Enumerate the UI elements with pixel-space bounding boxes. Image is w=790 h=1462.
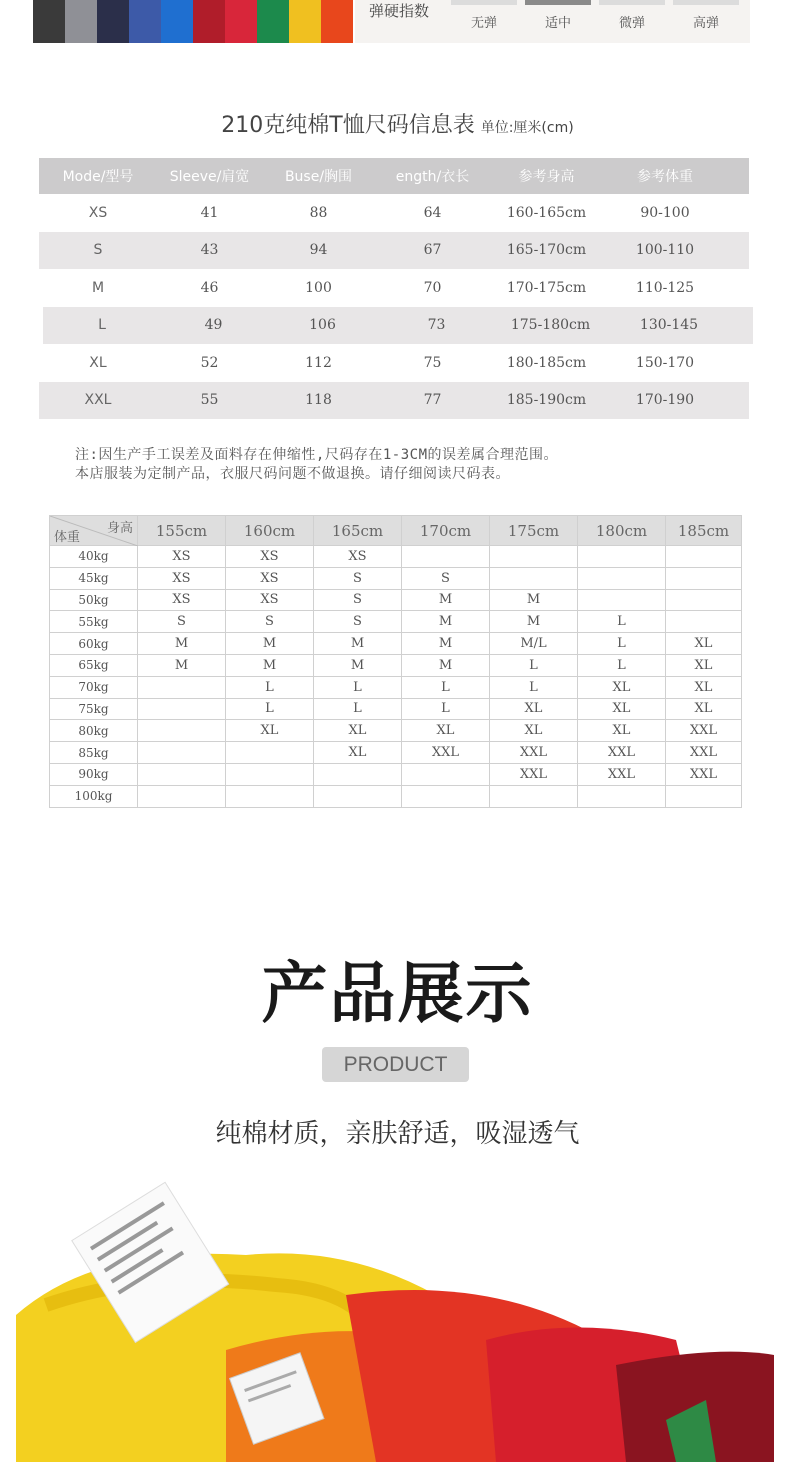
recommended-size-cell — [138, 676, 226, 698]
height-column-header: 170cm — [402, 516, 490, 546]
weight-row — [50, 698, 742, 720]
recommended-size-cell: XS — [314, 546, 402, 568]
size-value: 52 — [200, 354, 219, 371]
weight-label: 90kg — [50, 763, 138, 785]
weight-row — [50, 720, 742, 742]
recommended-size-cell: L — [402, 698, 490, 720]
recommended-size-cell: XXL — [578, 763, 666, 785]
recommended-size-cell: XXL — [666, 720, 742, 742]
recommended-size-cell: XS — [138, 589, 226, 611]
recommended-size-cell — [666, 546, 742, 568]
recommended-size-cell: M — [314, 654, 402, 676]
recommended-size-cell — [666, 589, 742, 611]
recommended-size-cell: M — [226, 654, 314, 676]
weight-label: 85kg — [50, 742, 138, 764]
recommended-size-cell: XL — [402, 720, 490, 742]
size-value: 88 — [309, 204, 328, 221]
weight-row — [50, 785, 742, 807]
recommended-size-cell: L — [226, 676, 314, 698]
recommended-size-cell — [138, 785, 226, 807]
recommended-size-cell: XS — [226, 589, 314, 611]
elasticity-option-none — [451, 0, 517, 31]
weight-row — [50, 742, 742, 764]
recommended-size-cell: L — [578, 633, 666, 655]
size-table-row — [39, 194, 749, 232]
size-value: 67 — [423, 242, 442, 259]
weight-row — [50, 763, 742, 785]
size-label: XXL — [84, 392, 112, 409]
recommended-size-cell: XL — [666, 698, 742, 720]
recommended-size-cell: XL — [578, 720, 666, 742]
weight-row — [50, 546, 742, 568]
header-cell: Mode/型号 — [62, 169, 134, 185]
recommended-size-cell: XXL — [578, 742, 666, 764]
color-swatch-photo — [33, 0, 353, 43]
recommended-size-cell: L — [226, 698, 314, 720]
height-column-header: 185cm — [666, 516, 742, 546]
shirt-color-stripe — [225, 0, 257, 43]
weight-row — [50, 589, 742, 611]
size-table-row — [39, 382, 749, 420]
tshirt-product-photo — [16, 1175, 774, 1462]
weight-label: 50kg — [50, 589, 138, 611]
size-value: 70 — [423, 279, 442, 296]
size-value: 73 — [427, 317, 446, 334]
recommended-size-cell — [138, 720, 226, 742]
size-label: L — [98, 317, 106, 334]
recommended-size-cell — [402, 763, 490, 785]
recommended-size-cell — [138, 763, 226, 785]
recommended-size-cell — [402, 546, 490, 568]
recommended-size-cell: M — [226, 633, 314, 655]
size-value: 110-125 — [635, 279, 695, 296]
recommended-size-cell: M — [402, 633, 490, 655]
shirt-color-stripe — [161, 0, 193, 43]
size-table-header — [39, 158, 749, 194]
header-cell: ength/衣长 — [395, 169, 470, 185]
size-label: M — [91, 279, 105, 296]
weight-label: 70kg — [50, 676, 138, 698]
recommended-size-cell: XXL — [402, 742, 490, 764]
elasticity-label: 高弹 — [692, 16, 719, 31]
size-value: 180-185cm — [506, 354, 587, 371]
recommended-size-cell: L — [490, 676, 578, 698]
recommended-size-cell — [226, 742, 314, 764]
recommended-size-cell — [666, 611, 742, 633]
elasticity-bar — [599, 0, 665, 5]
recommended-size-cell — [138, 742, 226, 764]
header-cell: 参考身高 — [518, 169, 575, 185]
size-table-row — [39, 344, 749, 382]
recommended-size-cell — [314, 763, 402, 785]
recommended-size-cell — [666, 567, 742, 589]
size-value: 170-190 — [635, 392, 695, 409]
recommended-size-cell: XL — [666, 676, 742, 698]
weight-label: 55kg — [50, 611, 138, 633]
grid-corner — [50, 516, 138, 546]
size-label: XS — [88, 204, 108, 221]
weight-label: 60kg — [50, 633, 138, 655]
size-table-row — [39, 269, 749, 307]
size-label: XL — [89, 354, 107, 371]
recommended-size-cell: M — [402, 611, 490, 633]
size-value: 160-165cm — [506, 204, 587, 221]
elasticity-option-medium — [525, 0, 591, 31]
size-table-unit: 单位:厘米(cm) — [480, 120, 574, 136]
recommended-size-cell — [226, 785, 314, 807]
recommended-size-cell: M — [138, 654, 226, 676]
weight-label: 75kg — [50, 698, 138, 720]
height-column-header: 155cm — [138, 516, 226, 546]
weight-row — [50, 654, 742, 676]
corner-weight-label: 体重 — [54, 530, 81, 545]
size-value: 75 — [423, 354, 442, 371]
size-value: 130-145 — [639, 317, 699, 334]
header-cell: Buse/胸围 — [284, 169, 353, 185]
size-value: 165-170cm — [506, 242, 587, 259]
recommended-size-cell: L — [402, 676, 490, 698]
header-cell: 参考体重 — [637, 169, 693, 185]
weight-label: 80kg — [50, 720, 138, 742]
elasticity-bar-selected — [525, 0, 591, 5]
recommended-size-cell: M/L — [490, 633, 578, 655]
weight-row — [50, 676, 742, 698]
elasticity-label: 无弹 — [470, 16, 497, 31]
recommended-size-cell: S — [314, 567, 402, 589]
recommended-size-cell: S — [226, 611, 314, 633]
recommended-size-cell: XL — [226, 720, 314, 742]
recommended-size-cell: XL — [578, 698, 666, 720]
recommended-size-cell — [578, 546, 666, 568]
height-column-header: 180cm — [578, 516, 666, 546]
size-value: 112 — [305, 354, 332, 371]
recommended-size-cell: XXL — [490, 763, 578, 785]
height-column-header: 160cm — [226, 516, 314, 546]
recommended-size-cell: XS — [226, 546, 314, 568]
recommended-size-cell: XL — [314, 720, 402, 742]
recommended-size-cell: XL — [666, 654, 742, 676]
size-value: 55 — [200, 392, 219, 409]
recommended-size-cell: S — [402, 567, 490, 589]
recommended-size-cell: XXL — [490, 742, 578, 764]
recommended-size-cell: L — [314, 698, 402, 720]
note-line: 注:因生产手工误差及面料存在伸缩性,尺码存在1-3CM的误差属合理范围。 — [75, 447, 558, 463]
recommended-size-cell: XS — [226, 567, 314, 589]
recommended-size-cell: S — [314, 589, 402, 611]
elasticity-label: 适中 — [544, 16, 571, 31]
weight-label: 100kg — [50, 785, 138, 807]
size-value: 77 — [423, 392, 442, 409]
recommended-size-cell — [138, 698, 226, 720]
elasticity-option-high — [673, 0, 739, 31]
recommended-size-cell: L — [578, 611, 666, 633]
size-recommendation-grid — [49, 515, 742, 808]
elasticity-bar — [673, 0, 739, 5]
size-value: 100-110 — [635, 242, 695, 259]
shirt-color-stripe — [321, 0, 353, 43]
recommended-size-cell: XL — [578, 676, 666, 698]
weight-label: 65kg — [50, 654, 138, 676]
weight-row — [50, 567, 742, 589]
weight-label: 40kg — [50, 546, 138, 568]
recommended-size-cell: XXL — [666, 763, 742, 785]
recommended-size-cell — [314, 785, 402, 807]
weight-row — [50, 611, 742, 633]
weight-label: 45kg — [50, 567, 138, 589]
shirt-color-stripe — [257, 0, 289, 43]
elasticity-label: 微弹 — [618, 16, 645, 31]
size-note — [75, 446, 558, 484]
recommended-size-cell — [490, 785, 578, 807]
recommended-size-cell — [578, 589, 666, 611]
size-value: 175-180cm — [510, 317, 591, 334]
elasticity-option-slight — [599, 0, 665, 31]
height-column-header: 165cm — [314, 516, 402, 546]
size-value: 90-100 — [640, 204, 690, 221]
recommended-size-cell: XS — [138, 567, 226, 589]
size-value: 185-190cm — [506, 392, 587, 409]
shirt-color-stripe — [33, 0, 65, 43]
height-column-header: 175cm — [490, 516, 578, 546]
recommended-size-cell: M — [490, 611, 578, 633]
recommended-size-cell: M — [138, 633, 226, 655]
corner-height-label: 身高 — [106, 521, 133, 536]
recommended-size-cell: XL — [666, 633, 742, 655]
size-value: 46 — [200, 279, 219, 296]
recommended-size-cell — [666, 785, 742, 807]
note-line: 本店服装为定制产品，衣服尺码问题不做退换。请仔细阅读尺码表。 — [75, 466, 510, 482]
recommended-size-cell: L — [490, 654, 578, 676]
size-value: 118 — [305, 392, 332, 409]
recommended-size-cell: XXL — [666, 742, 742, 764]
size-table-row — [39, 232, 749, 270]
size-value: 106 — [309, 317, 336, 334]
size-value: 41 — [200, 204, 219, 221]
size-value: 64 — [423, 204, 442, 221]
size-value: 43 — [200, 242, 219, 259]
elasticity-title: 弹硬指数 — [369, 2, 430, 20]
recommended-size-cell: S — [138, 611, 226, 633]
recommended-size-cell — [578, 785, 666, 807]
size-table-title — [0, 108, 790, 139]
showcase-title: 产品展示 — [261, 955, 534, 1032]
size-label: S — [93, 242, 103, 259]
shirt-color-stripe — [97, 0, 129, 43]
size-value: 150-170 — [635, 354, 695, 371]
recommended-size-cell — [402, 785, 490, 807]
recommended-size-cell — [226, 763, 314, 785]
product-badge: PRODUCT — [322, 1047, 469, 1082]
recommended-size-cell: XL — [490, 720, 578, 742]
recommended-size-cell — [490, 567, 578, 589]
recommended-size-cell: M — [490, 589, 578, 611]
recommended-size-cell: XS — [138, 546, 226, 568]
shirt-color-stripe — [65, 0, 97, 43]
shirt-color-stripe — [193, 0, 225, 43]
recommended-size-cell: M — [402, 589, 490, 611]
elasticity-bar — [451, 0, 517, 5]
recommended-size-cell — [490, 546, 578, 568]
recommended-size-cell: M — [402, 654, 490, 676]
shirt-color-stripe — [289, 0, 321, 43]
size-value: 170-175cm — [506, 279, 587, 296]
shirt-color-stripe — [129, 0, 161, 43]
recommended-size-cell: L — [578, 654, 666, 676]
recommended-size-cell: XL — [314, 742, 402, 764]
size-value: 100 — [305, 279, 332, 296]
recommended-size-cell: L — [314, 676, 402, 698]
elasticity-panel — [355, 0, 750, 43]
size-value: 94 — [309, 242, 328, 259]
recommended-size-cell: XL — [490, 698, 578, 720]
showcase-tagline: 纯棉材质，亲肤舒适，吸湿透气 — [215, 1119, 580, 1149]
size-table-row — [43, 307, 753, 345]
recommended-size-cell — [578, 567, 666, 589]
size-table-title-text: 210克纯棉T恤尺码信息表 — [221, 113, 475, 138]
recommended-size-cell: S — [314, 611, 402, 633]
size-table — [39, 158, 749, 419]
size-value: 49 — [204, 317, 223, 334]
recommended-size-cell: M — [314, 633, 402, 655]
weight-row — [50, 633, 742, 655]
header-cell: Sleeve/肩宽 — [169, 169, 250, 185]
